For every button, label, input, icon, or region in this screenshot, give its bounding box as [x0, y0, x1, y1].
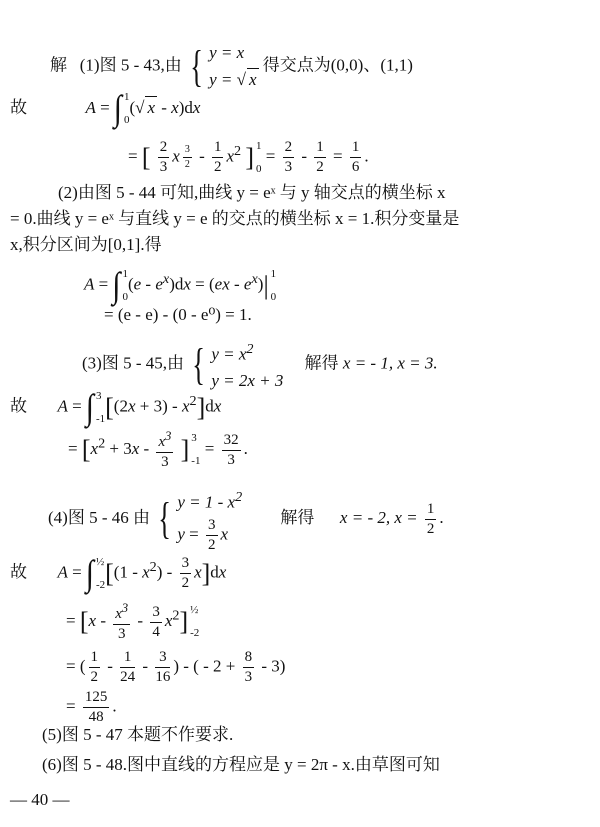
part3-integral: 故 A = ∫ 3 -1 $[(2x + 3) - x^2]dx$	[10, 387, 222, 427]
part4-result: = $\frac{125}{48}$ .	[66, 689, 117, 725]
part3-head: (3)图 5 - 45,由	[82, 353, 184, 373]
gu-label: 故	[10, 562, 27, 582]
part1-header	[50, 42, 413, 91]
part4-head: (4)图 5 - 46 由	[48, 508, 150, 528]
part4-header: (4)图 5 - 46 由 { $y = 1 - x^2$ y = $\frac{3}{2}$ x 解得 x = - 2, x = $\frac{1}{2}$ .	[48, 486, 444, 553]
part2-line3: x,积分区间为[0,1].得	[10, 235, 162, 254]
part1-head: (1)图 5 - 43,由	[79, 55, 182, 75]
part2-integral: A = ∫ 1 0 $(e - e^x)dx = (ex - e^x)|$ 1 0	[84, 265, 277, 305]
part3-header	[82, 338, 438, 392]
part4-evaluation: = [x - $\frac{x^3}{3}$ - $\frac{3}{4}$ $x^2$] ½ -2	[66, 601, 200, 642]
part2-result: = (e - e) - (0 - e⁰) = 1.	[104, 305, 252, 324]
jie-label: 解	[50, 55, 67, 75]
gu-label: 故	[10, 396, 27, 416]
part1-evaluation: = [ $\frac{2}{3}$ x $\frac{3}{2}$ - $\frac{1}{2}$ $x^2$ ] 1 0 = $\frac{2}{3}$ - $\frac{1}{2}$ = $\frac{1}{6}$ .	[128, 139, 369, 176]
page-number: — 40 —	[10, 790, 70, 809]
part4-system: { $y = 1 - x^2$ y = $\frac{3}{2}$ x	[158, 489, 243, 553]
part3-jiede: 解得	[304, 353, 339, 373]
part5-text: (5)图 5 - 47 本题不作要求.	[42, 725, 234, 744]
part3-roots: x = - 1, x = 3.	[342, 353, 438, 373]
part1-intersection: 得交点为(0,0)、(1,1)	[262, 55, 413, 75]
part6-text: (6)图 5 - 48.图中直线的方程应是 y = 2π - x.由草图可知	[42, 755, 440, 774]
part1-system: { y = x y = √ x	[190, 41, 257, 91]
part2-line2: = 0.曲线 y = eˣ 与直线 y = e 的交点的横坐标 x = 1.积分变量是	[10, 209, 460, 228]
part4-substitution: = ( $\frac{1}{2}$ - $\frac{1}{24}$ - $\frac{3}{16}$ ) - ( - 2 + $\frac{8}{3}$ - 3)	[66, 649, 286, 685]
part3-evaluation: = [$x^2 + 3x$ - $\frac{x^3}{3}$ ] 3 -1 = $\frac{32}{3}$ .	[68, 429, 248, 470]
part4-integral: 故 A = ∫ ½ -2 [$(1 - x^2)$ - $\frac{3}{2}$ x]dx	[10, 553, 227, 593]
part1-integral: 故 A = ∫ 1 0 (√ x - x)dx	[10, 88, 201, 129]
part4-roots: x = - 2, x =	[339, 508, 418, 528]
part3-system: { $y = x^2$ y = 2x + 3	[192, 339, 284, 390]
part4-jiede: 解得	[280, 508, 315, 528]
gu-label: 故	[10, 97, 27, 117]
part2-line1: (2)由图 5 - 44 可知,曲线 y = eˣ 与 y 轴交点的横坐标 x	[58, 183, 446, 202]
